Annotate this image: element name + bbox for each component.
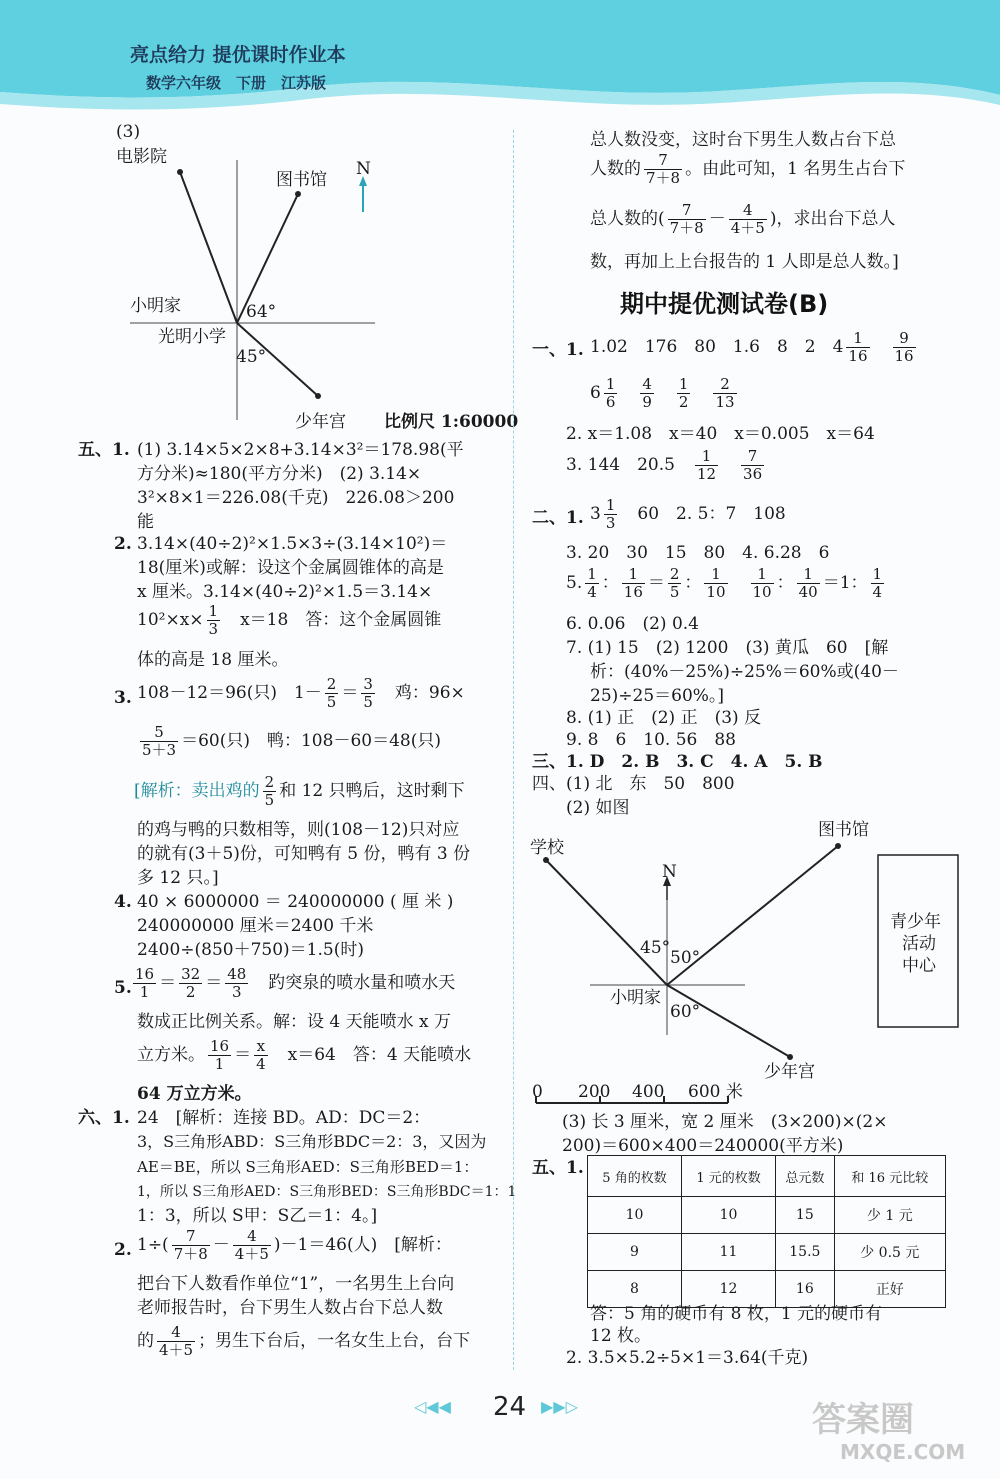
table-cell: 10 <box>682 1197 776 1234</box>
fraction: $\frac{x}{4}$ <box>256 1037 266 1073</box>
fraction: $\frac{1}{4}$ <box>872 565 883 601</box>
s5-5-line1: $\frac{16}{1}$ ＝ $\frac{32}{2}$ ＝ $\frac{48}{3}$ 趵突泉的喷水量和喷水天 <box>135 965 456 1001</box>
q2-line7a: 7. (1) 15 (2) 1200 (3) 黄瓜 60 [解 <box>566 638 889 658</box>
s5-1-line4: 能 <box>137 512 154 532</box>
q5-answer-line1: 答：5 角的硬币有 8 枚，1 元的硬币有 <box>590 1304 883 1324</box>
s5-2-mark: 2. <box>114 534 132 554</box>
map2-library-label: 图书馆 <box>818 820 869 840</box>
s6-2-mark: 2. <box>114 1240 132 1260</box>
s5-3-analysis-line3: 的就有(3＋5)份，可知鸭有 5 份，鸭有 3 份 <box>137 844 471 864</box>
q5-line2: 2. 3.5×5.2÷5×1＝3.64(千克) <box>566 1348 809 1368</box>
fraction: $\frac{16}{1}$ <box>135 965 155 1001</box>
s6-2-line2: 把台下人数看作单位“1”，一名男生上台向 <box>137 1274 455 1294</box>
s5-3-line2: $\frac{5}{5+3}$ ＝60(只) 鸭：108－60＝48(只) <box>142 723 441 759</box>
table-cell: 16 <box>776 1271 835 1308</box>
table-header-cell: 1 元的枚数 <box>682 1156 776 1197</box>
q4-line3a: (3) 长 3 厘米，宽 2 厘米 (3×200)×(2× <box>562 1112 888 1132</box>
q4-line3b: 200)＝600×400＝240000(平方米) <box>562 1136 844 1156</box>
s5-4-mark: 4. <box>114 892 132 912</box>
r-cont-line1: 总人数没变，这时台下男生人数占台下总 <box>590 130 896 150</box>
q2-mark: 二、1. <box>532 508 584 528</box>
q2-line6: 6. 0.06 (2) 0.4 <box>566 614 699 634</box>
s5-5-line4: 64 万立方米。 <box>137 1084 252 1104</box>
table-row <box>588 1197 946 1234</box>
map1-scale: 比例尺 1:60000 <box>384 412 519 432</box>
fraction: $\frac{2}{5}$ <box>326 675 337 711</box>
s5-5-mark: 5. <box>114 978 132 998</box>
fraction: $\frac{1}{3}$ <box>208 602 219 638</box>
coin-table <box>587 1155 946 1308</box>
fraction: $\frac{4}{9}$ <box>642 375 652 411</box>
map2-angle-60: 60° <box>670 1002 701 1022</box>
table-header-row <box>588 1156 946 1197</box>
q3-line: 三、1. D 2. B 3. C 4. A 5. B <box>532 752 823 772</box>
s5-3-line1: 108－12＝96(只) 1－ $\frac{2}{5}$ ＝ $\frac{3}{5}$ 鸡：96× <box>137 675 465 711</box>
section-title: 期中提优测试卷(B) <box>620 290 829 318</box>
fraction: $\frac{4}{4+5}$ <box>234 1227 269 1263</box>
map2-center-line2: 活动 <box>902 934 936 954</box>
s5-3-analysis-line2: 的鸡与鸭的只数相等，则(108－12)只对应 <box>137 820 460 840</box>
fraction: $\frac{5}{5+3}$ <box>142 723 177 759</box>
map1-angle-64: 64° <box>246 302 277 322</box>
s5-1-line2: 方分米)≈180(平方分米) (2) 3.14× <box>137 464 422 484</box>
s5-3-mark: 3. <box>114 688 132 708</box>
q5-answer-line2: 12 枚。 <box>590 1326 652 1346</box>
fraction: $\frac{1}{6}$ <box>605 375 616 411</box>
s6-1-line1: 24 [解析：连接 BD。AD：DC＝2： <box>137 1108 431 1128</box>
fraction: $\frac{4}{4+5}$ <box>730 201 765 237</box>
table-cell: 15 <box>776 1197 835 1234</box>
s6-2-line1: 1÷( $\frac{7}{7+8}$ － $\frac{4}{4+5}$ )－1＝46(人) [解析： <box>137 1227 452 1263</box>
q2-line7c: 25)÷25＝60%。] <box>590 686 725 706</box>
s5-4-line3: 2400÷(850＋750)＝1.5(时) <box>137 940 364 960</box>
table-cell: 正好 <box>834 1271 945 1308</box>
map2-scale-0: 0 <box>532 1082 543 1102</box>
s5-4-line1: 40 × 6000000 ＝ 240000000 ( 厘 米 ) <box>137 892 454 912</box>
s5-1-line1: (1) 3.14×5×2×8+3.14×3²＝178.98(平 <box>137 440 464 460</box>
fraction: $\frac{1}{12}$ <box>696 447 717 483</box>
fraction: $\frac{1}{2}$ <box>678 375 689 411</box>
table-cell: 少 0.5 元 <box>834 1234 945 1271</box>
table-cell: 9 <box>588 1234 682 1271</box>
fraction: $\frac{1}{10}$ <box>752 565 772 601</box>
table-cell: 11 <box>682 1234 776 1271</box>
map2-angle-50: 50° <box>670 948 701 968</box>
watermark-logo: 答案圈 <box>812 1400 914 1440</box>
table-cell: 少 1 元 <box>834 1197 945 1234</box>
map1-youth-palace-label: 少年宫 <box>295 412 346 432</box>
map1-cinema-label: 电影院 <box>116 147 167 167</box>
fraction: $\frac{3}{5}$ <box>363 675 373 711</box>
map2-center-line3: 中心 <box>902 956 936 976</box>
fraction: $\frac{7}{36}$ <box>743 447 763 483</box>
fraction: $\frac{1}{3}$ <box>605 496 616 532</box>
table-header-cell: 和 16 元比较 <box>834 1156 945 1197</box>
s5-2-line2: 18(厘米)或解：设这个金属圆锥体的高是 <box>137 558 444 578</box>
fraction: $\frac{2}{13}$ <box>715 375 735 411</box>
table-header-cell: 5 角的枚数 <box>588 1156 682 1197</box>
q1-mark: 一、1. <box>532 340 584 360</box>
q2-line1: 3 $\frac{1}{3}$ 60 2. 5：7 108 <box>590 496 786 532</box>
section-6-mark: 六、1. <box>78 1108 130 1128</box>
fraction: $\frac{48}{3}$ <box>227 965 247 1001</box>
s5-2-line4: 10²×x× $\frac{1}{3}$ x＝18 答：这个金属圆锥 <box>137 602 442 638</box>
map2-school-label: 学校 <box>530 838 564 858</box>
fraction: $\frac{4}{4+5}$ <box>159 1323 194 1359</box>
s6-2-line4: 的 $\frac{4}{4+5}$ ；男生下台后，一名女生上台，台下 <box>137 1323 471 1359</box>
q2-line3: 3. 20 30 15 80 4. 6.28 6 <box>566 543 830 563</box>
fraction: $\frac{32}{2}$ <box>181 965 201 1001</box>
section-5-mark: 五、1. <box>78 440 130 460</box>
fraction: $\frac{2}{5}$ <box>669 565 680 601</box>
q2-line7b: 析：(40%－25%)÷25%＝60%或(40－ <box>590 662 899 682</box>
table-cell: 15.5 <box>776 1234 835 1271</box>
r-cont-line4: 数，再加上上台报告的 1 人即是总人数。] <box>590 252 899 272</box>
map2-center-line1: 青少年 <box>890 912 941 932</box>
fraction: $\frac{7}{7+8}$ <box>646 151 681 187</box>
table-header-cell: 总元数 <box>776 1156 835 1197</box>
q4-line2: (2) 如图 <box>566 798 630 818</box>
fraction: $\frac{1}{16}$ <box>623 565 643 601</box>
footer-right-arrows: ▶▶▷ <box>541 1397 578 1416</box>
s5-3-analysis-line4: 多 12 只。] <box>137 868 219 888</box>
q1-line1: 1.02 176 80 1.6 8 2 4 $\frac{1}{16}$ $\frac{9}{16}$ <box>590 329 914 365</box>
q2-line9: 9. 8 6 10. 56 88 <box>566 730 736 750</box>
map1-school-label: 光明小学 <box>158 327 226 347</box>
s5-4-line2: 240000000 厘米＝2400 千米 <box>137 916 374 936</box>
map1-home-label: 小明家 <box>130 296 181 316</box>
header-title: 亮点给力 提优课时作业本 <box>130 44 346 66</box>
q5-mark: 五、1. <box>532 1158 584 1178</box>
map2-north-label: N <box>662 862 677 882</box>
map2-scale-400: 400 <box>632 1082 665 1102</box>
r-cont-line3: 总人数的( $\frac{7}{7+8}$ － $\frac{4}{4+5}$ )，求出台下总人 <box>590 201 896 237</box>
header-subtitle: 数学六年级 下册 江苏版 <box>146 74 327 92</box>
q1-line4: 3. 144 20.5 $\frac{1}{12}$ $\frac{7}{36}$ <box>566 447 763 483</box>
s5-1-line3: 3²×8×1＝226.08(千克) 226.08＞200 <box>137 488 455 508</box>
fraction: $\frac{7}{7+8}$ <box>669 201 704 237</box>
table-cell: 12 <box>682 1271 776 1308</box>
s5-2-line5: 体的高是 18 厘米。 <box>137 650 289 670</box>
map2-angle-45: 45° <box>640 938 671 958</box>
q1-line2: 6 $\frac{1}{6}$ $\frac{4}{9}$ $\frac{1}{2}$ $\frac{2}{13}$ <box>590 375 735 411</box>
map1-angle-45: 45° <box>236 347 267 367</box>
table-cell: 8 <box>588 1271 682 1308</box>
q2-line5: 5. $\frac{1}{4}$ ： $\frac{1}{16}$ ＝ $\frac{2}{5}$ ： $\frac{1}{10}$ $\frac{1}{10}$ ： $\frac{1}{40}$ ＝1： $\frac{1}{4}$ <box>566 565 883 601</box>
watermark-url: MXQE.COM <box>840 1440 966 1464</box>
column-divider <box>513 130 514 1370</box>
q2-line8: 8. (1) 正 (2) 正 (3) 反 <box>566 708 762 728</box>
fraction: $\frac{1}{4}$ <box>587 565 597 601</box>
table-cell: 10 <box>588 1197 682 1234</box>
s6-2-line3: 老师报告时，台下男生人数占台下总人数 <box>137 1298 443 1318</box>
fraction: $\frac{1}{40}$ <box>798 565 818 601</box>
q1-line3: 2. x＝1.08 x＝40 x＝0.005 x＝64 <box>566 424 875 444</box>
s6-1-line2: 3，S三角形ABD：S三角形BDC＝2：3，又因为 <box>137 1132 487 1151</box>
map2-youth-palace-label: 少年宫 <box>764 1062 815 1082</box>
footer-left-arrows: ◁◀◀ <box>414 1397 451 1416</box>
map1-library-label: 图书馆 <box>276 170 327 190</box>
s6-1-line5: 1：3，所以 S甲：S乙＝1：4。] <box>137 1206 378 1226</box>
fraction: $\frac{7}{7+8}$ <box>173 1227 208 1263</box>
r-cont-line2: 人数的 $\frac{7}{7+8}$ 。由此可知，1 名男生占台下 <box>590 151 906 187</box>
s5-3-analysis-line1: [解析：卖出鸡的 $\frac{2}{5}$ 和 12 只鸭后，这时剩下 <box>134 773 465 809</box>
s5-5-line3: 立方米。 $\frac{16}{1}$ ＝ $\frac{x}{4}$ x＝64 答：4 天能喷水 <box>137 1037 472 1073</box>
page-number: 24 <box>493 1392 527 1422</box>
table-row <box>588 1234 946 1271</box>
s5-2-line1: 3.14×(40÷2)²×1.5×3÷(3.14×10²)＝ <box>137 534 448 554</box>
s5-5-line2: 数成正比例关系。解：设 4 天能喷水 x 万 <box>137 1012 452 1032</box>
s6-1-line4: 1，所以 S三角形AED：S三角形BED：S三角形BDC＝1：1 <box>137 1184 517 1200</box>
s5-2-line3: x 厘米。3.14×(40÷2)²×1.5＝3.14× <box>137 582 433 602</box>
fraction: $\frac{1}{16}$ <box>848 329 868 365</box>
fraction: $\frac{9}{16}$ <box>894 329 914 365</box>
map1-number: (3) <box>116 122 141 142</box>
fraction: $\frac{16}{1}$ <box>210 1037 230 1073</box>
map2-home-label: 小明家 <box>610 988 661 1008</box>
map2-scale-600: 600 米 <box>688 1082 743 1102</box>
s6-1-line3: AE＝BE，所以 S三角形AED：S三角形BED＝1： <box>137 1158 479 1176</box>
fraction: $\frac{1}{10}$ <box>706 565 726 601</box>
map1-north-label: N <box>356 159 371 179</box>
fraction: $\frac{2}{5}$ <box>264 773 275 809</box>
map2-scale-200: 200 <box>578 1082 611 1102</box>
q4-line1: 四、(1) 北 东 50 800 <box>532 774 735 794</box>
